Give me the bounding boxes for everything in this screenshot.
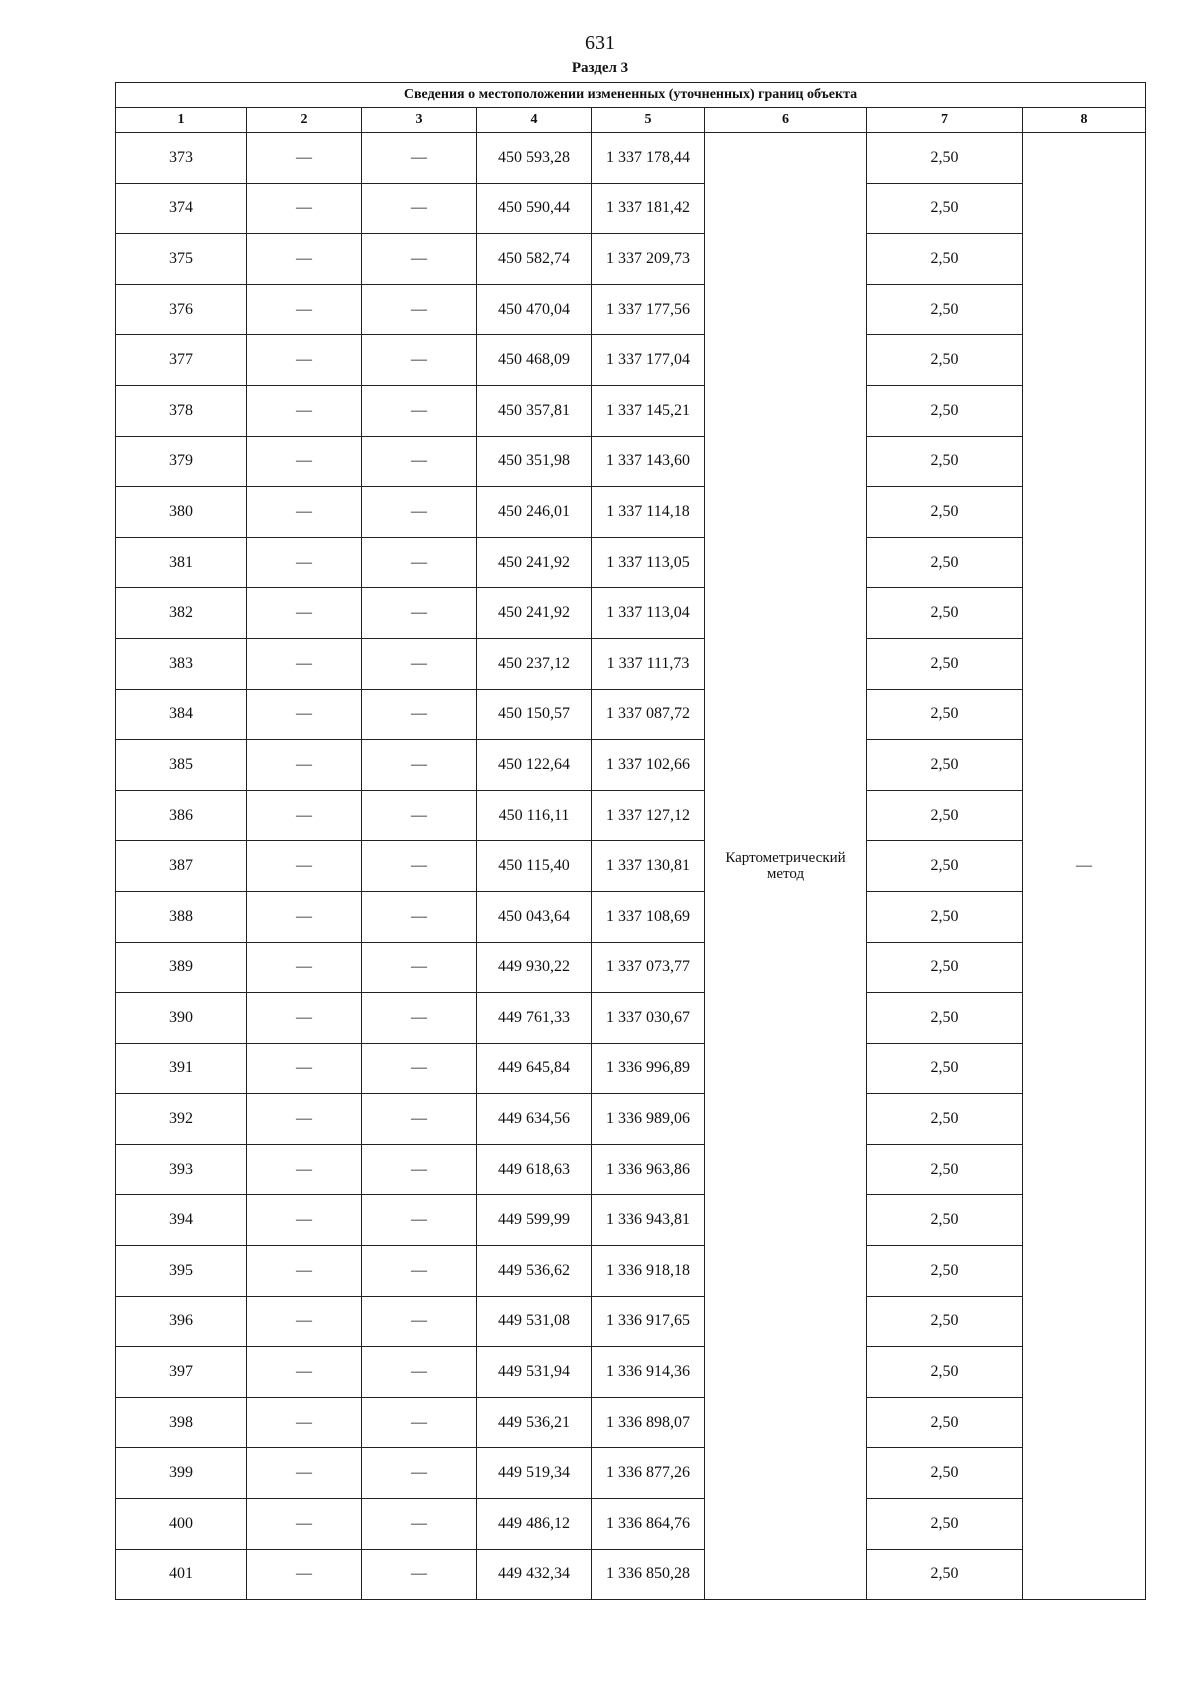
coordinate-x-cell: 449 432,34	[477, 1549, 592, 1600]
point-number-cell: 391	[116, 1043, 247, 1094]
column-2-cell: —	[247, 1195, 362, 1246]
coordinate-y-cell: 1 336 898,07	[592, 1397, 705, 1448]
section-title: Раздел 3	[571, 60, 629, 76]
accuracy-cell: 2,50	[867, 1448, 1023, 1499]
column-header: 2	[247, 108, 362, 133]
point-number-cell: 379	[116, 436, 247, 487]
point-number-cell: 378	[116, 385, 247, 436]
table-row	[116, 588, 1146, 639]
coordinate-x-cell: 449 536,62	[477, 1246, 592, 1297]
column-2-cell: —	[247, 487, 362, 538]
accuracy-cell: 2,50	[867, 284, 1023, 335]
table-row	[116, 740, 1146, 791]
accuracy-cell: 2,50	[867, 790, 1023, 841]
point-number-cell: 380	[116, 487, 247, 538]
accuracy-cell: 2,50	[867, 993, 1023, 1044]
accuracy-cell: 2,50	[867, 841, 1023, 892]
point-number-cell: 398	[116, 1397, 247, 1448]
coordinate-x-cell: 450 351,98	[477, 436, 592, 487]
coordinate-x-cell: 449 519,34	[477, 1448, 592, 1499]
column-2-cell: —	[247, 1144, 362, 1195]
accuracy-cell: 2,50	[867, 638, 1023, 689]
table-row	[116, 436, 1146, 487]
point-number-cell: 388	[116, 891, 247, 942]
column-3-cell: —	[362, 385, 477, 436]
coordinate-x-cell: 450 237,12	[477, 638, 592, 689]
point-number-cell: 394	[116, 1195, 247, 1246]
column-2-cell: —	[247, 841, 362, 892]
column-3-cell: —	[362, 790, 477, 841]
column-2-cell: —	[247, 385, 362, 436]
coordinate-x-cell: 449 531,08	[477, 1296, 592, 1347]
coordinate-x-cell: 449 634,56	[477, 1094, 592, 1145]
point-number-cell: 382	[116, 588, 247, 639]
coordinate-y-cell: 1 337 073,77	[592, 942, 705, 993]
coordinate-x-cell: 450 043,64	[477, 891, 592, 942]
coordinate-y-cell: 1 337 178,44	[592, 133, 705, 184]
column-2-cell: —	[247, 588, 362, 639]
accuracy-cell: 2,50	[867, 1499, 1023, 1550]
column-2-cell: —	[247, 1499, 362, 1550]
column-header: 7	[867, 108, 1023, 133]
column-3-cell: —	[362, 1144, 477, 1195]
column-3-cell: —	[362, 1549, 477, 1600]
column-3-cell: —	[362, 1296, 477, 1347]
coordinate-x-cell: 450 115,40	[477, 841, 592, 892]
table-row	[116, 1397, 1146, 1448]
coordinate-x-cell: 450 468,09	[477, 335, 592, 386]
coordinate-y-cell: 1 336 943,81	[592, 1195, 705, 1246]
column-2-cell: —	[247, 183, 362, 234]
accuracy-cell: 2,50	[867, 133, 1023, 184]
point-number-cell: 381	[116, 537, 247, 588]
point-number-cell: 399	[116, 1448, 247, 1499]
column-2-cell: —	[247, 1347, 362, 1398]
column-3-cell: —	[362, 436, 477, 487]
coordinate-y-cell: 1 336 996,89	[592, 1043, 705, 1094]
column-3-cell: —	[362, 689, 477, 740]
coordinate-x-cell: 449 599,99	[477, 1195, 592, 1246]
column-3-cell: —	[362, 1448, 477, 1499]
point-number-cell: 390	[116, 993, 247, 1044]
coordinate-y-cell: 1 336 963,86	[592, 1144, 705, 1195]
accuracy-cell: 2,50	[867, 537, 1023, 588]
table-row	[116, 1549, 1146, 1600]
coordinate-x-cell: 449 531,94	[477, 1347, 592, 1398]
column-2-cell: —	[247, 638, 362, 689]
coordinate-x-cell: 450 470,04	[477, 284, 592, 335]
coordinate-x-cell: 450 590,44	[477, 183, 592, 234]
coordinate-y-cell: 1 337 030,67	[592, 993, 705, 1044]
column-2-cell: —	[247, 1094, 362, 1145]
point-number-cell: 383	[116, 638, 247, 689]
accuracy-cell: 2,50	[867, 1397, 1023, 1448]
page-number: 631	[585, 32, 615, 54]
table-row	[116, 638, 1146, 689]
column-2-cell: —	[247, 1043, 362, 1094]
point-number-cell: 373	[116, 133, 247, 184]
table-row	[116, 335, 1146, 386]
column-3-cell: —	[362, 1499, 477, 1550]
coordinate-x-cell: 450 593,28	[477, 133, 592, 184]
column-2-cell: —	[247, 993, 362, 1044]
column-3-cell: —	[362, 487, 477, 538]
coordinate-x-cell: 450 116,11	[477, 790, 592, 841]
coordinate-y-cell: 1 337 111,73	[592, 638, 705, 689]
column-3-cell: —	[362, 1347, 477, 1398]
table-row	[116, 1347, 1146, 1398]
accuracy-cell: 2,50	[867, 740, 1023, 791]
coordinate-y-cell: 1 337 177,04	[592, 335, 705, 386]
coordinate-x-cell: 449 536,21	[477, 1397, 592, 1448]
point-number-cell: 401	[116, 1549, 247, 1600]
table-row	[116, 133, 1146, 184]
coordinate-x-cell: 450 122,64	[477, 740, 592, 791]
accuracy-cell: 2,50	[867, 1043, 1023, 1094]
column-header: 3	[362, 108, 477, 133]
coordinate-x-cell: 450 357,81	[477, 385, 592, 436]
accuracy-cell: 2,50	[867, 588, 1023, 639]
column-2-cell: —	[247, 335, 362, 386]
table-row	[116, 487, 1146, 538]
column-3-cell: —	[362, 1397, 477, 1448]
column-8-cell: —	[1023, 133, 1146, 1600]
point-number-cell: 392	[116, 1094, 247, 1145]
table-caption: Сведения о местоположении измененных (уточненных) границ объекта	[116, 83, 1146, 108]
coordinate-y-cell: 1 337 209,73	[592, 234, 705, 285]
column-2-cell: —	[247, 234, 362, 285]
table-row	[116, 891, 1146, 942]
column-3-cell: —	[362, 133, 477, 184]
accuracy-cell: 2,50	[867, 1347, 1023, 1398]
accuracy-cell: 2,50	[867, 436, 1023, 487]
column-3-cell: —	[362, 1043, 477, 1094]
accuracy-cell: 2,50	[867, 1549, 1023, 1600]
point-number-cell: 400	[116, 1499, 247, 1550]
accuracy-cell: 2,50	[867, 1195, 1023, 1246]
column-3-cell: —	[362, 993, 477, 1044]
table-row	[116, 1296, 1146, 1347]
table-row	[116, 183, 1146, 234]
point-number-cell: 385	[116, 740, 247, 791]
coordinate-x-cell: 450 241,92	[477, 588, 592, 639]
table-row	[116, 1043, 1146, 1094]
coordinate-y-cell: 1 337 114,18	[592, 487, 705, 538]
accuracy-cell: 2,50	[867, 1094, 1023, 1145]
coordinate-y-cell: 1 336 918,18	[592, 1246, 705, 1297]
coordinate-y-cell: 1 337 102,66	[592, 740, 705, 791]
table-row	[116, 1195, 1146, 1246]
coordinate-x-cell: 449 645,84	[477, 1043, 592, 1094]
column-2-cell: —	[247, 1448, 362, 1499]
column-2-cell: —	[247, 942, 362, 993]
accuracy-cell: 2,50	[867, 1296, 1023, 1347]
column-3-cell: —	[362, 891, 477, 942]
coordinate-x-cell: 449 486,12	[477, 1499, 592, 1550]
point-number-cell: 397	[116, 1347, 247, 1398]
accuracy-cell: 2,50	[867, 487, 1023, 538]
table-row	[116, 1094, 1146, 1145]
accuracy-cell: 2,50	[867, 183, 1023, 234]
coordinate-y-cell: 1 337 127,12	[592, 790, 705, 841]
coordinate-y-cell: 1 336 917,65	[592, 1296, 705, 1347]
coordinate-y-cell: 1 337 087,72	[592, 689, 705, 740]
table-row	[116, 1448, 1146, 1499]
coordinate-x-cell: 449 930,22	[477, 942, 592, 993]
column-header: 4	[477, 108, 592, 133]
column-2-cell: —	[247, 537, 362, 588]
column-3-cell: —	[362, 588, 477, 639]
coordinate-y-cell: 1 336 877,26	[592, 1448, 705, 1499]
column-2-cell: —	[247, 689, 362, 740]
point-number-cell: 375	[116, 234, 247, 285]
column-3-cell: —	[362, 284, 477, 335]
coordinate-y-cell: 1 337 113,05	[592, 537, 705, 588]
column-2-cell: —	[247, 436, 362, 487]
column-2-cell: —	[247, 1246, 362, 1297]
column-3-cell: —	[362, 841, 477, 892]
coordinate-y-cell: 1 337 145,21	[592, 385, 705, 436]
coordinate-y-cell: 1 337 113,04	[592, 588, 705, 639]
column-2-cell: —	[247, 790, 362, 841]
point-number-cell: 396	[116, 1296, 247, 1347]
table-row	[116, 284, 1146, 335]
column-3-cell: —	[362, 638, 477, 689]
table-row	[116, 841, 1146, 892]
coordinate-x-cell: 450 241,92	[477, 537, 592, 588]
column-3-cell: —	[362, 1094, 477, 1145]
point-number-cell: 376	[116, 284, 247, 335]
point-number-cell: 374	[116, 183, 247, 234]
table-row	[116, 234, 1146, 285]
coordinates-table	[115, 82, 1146, 1600]
coordinate-y-cell: 1 336 914,36	[592, 1347, 705, 1398]
coordinate-y-cell: 1 337 130,81	[592, 841, 705, 892]
column-3-cell: —	[362, 183, 477, 234]
accuracy-cell: 2,50	[867, 335, 1023, 386]
coordinate-y-cell: 1 336 864,76	[592, 1499, 705, 1550]
table-row	[116, 1144, 1146, 1195]
column-2-cell: —	[247, 891, 362, 942]
accuracy-cell: 2,50	[867, 385, 1023, 436]
accuracy-cell: 2,50	[867, 942, 1023, 993]
coordinate-y-cell: 1 336 989,06	[592, 1094, 705, 1145]
column-2-cell: —	[247, 284, 362, 335]
accuracy-cell: 2,50	[867, 1144, 1023, 1195]
accuracy-cell: 2,50	[867, 234, 1023, 285]
column-3-cell: —	[362, 1246, 477, 1297]
point-number-cell: 387	[116, 841, 247, 892]
column-2-cell: —	[247, 133, 362, 184]
point-number-cell: 389	[116, 942, 247, 993]
column-2-cell: —	[247, 1549, 362, 1600]
column-header: 8	[1023, 108, 1146, 133]
point-number-cell: 377	[116, 335, 247, 386]
point-number-cell: 384	[116, 689, 247, 740]
coordinate-y-cell: 1 337 181,42	[592, 183, 705, 234]
column-3-cell: —	[362, 234, 477, 285]
coordinate-x-cell: 449 761,33	[477, 993, 592, 1044]
accuracy-cell: 2,50	[867, 689, 1023, 740]
table-row	[116, 1246, 1146, 1297]
table-row	[116, 993, 1146, 1044]
accuracy-cell: 2,50	[867, 891, 1023, 942]
coordinate-y-cell: 1 336 850,28	[592, 1549, 705, 1600]
column-2-cell: —	[247, 1296, 362, 1347]
column-3-cell: —	[362, 1195, 477, 1246]
column-header: 6	[705, 108, 867, 133]
point-number-cell: 393	[116, 1144, 247, 1195]
method-cell: Картометрический метод	[705, 133, 867, 1600]
table-body	[116, 133, 1146, 1600]
coordinate-x-cell: 450 582,74	[477, 234, 592, 285]
table-row	[116, 385, 1146, 436]
column-3-cell: —	[362, 740, 477, 791]
coordinate-y-cell: 1 337 177,56	[592, 284, 705, 335]
column-3-cell: —	[362, 942, 477, 993]
column-3-cell: —	[362, 537, 477, 588]
column-2-cell: —	[247, 1397, 362, 1448]
table-row	[116, 790, 1146, 841]
coordinate-y-cell: 1 337 108,69	[592, 891, 705, 942]
column-header: 1	[116, 108, 247, 133]
coordinate-y-cell: 1 337 143,60	[592, 436, 705, 487]
column-header-row	[116, 108, 1146, 133]
coordinate-x-cell: 450 150,57	[477, 689, 592, 740]
column-header: 5	[592, 108, 705, 133]
table-row	[116, 689, 1146, 740]
point-number-cell: 386	[116, 790, 247, 841]
coordinate-x-cell: 449 618,63	[477, 1144, 592, 1195]
accuracy-cell: 2,50	[867, 1246, 1023, 1297]
coordinate-x-cell: 450 246,01	[477, 487, 592, 538]
column-2-cell: —	[247, 740, 362, 791]
table-row	[116, 942, 1146, 993]
column-3-cell: —	[362, 335, 477, 386]
table-row	[116, 537, 1146, 588]
point-number-cell: 395	[116, 1246, 247, 1297]
table-row	[116, 1499, 1146, 1550]
